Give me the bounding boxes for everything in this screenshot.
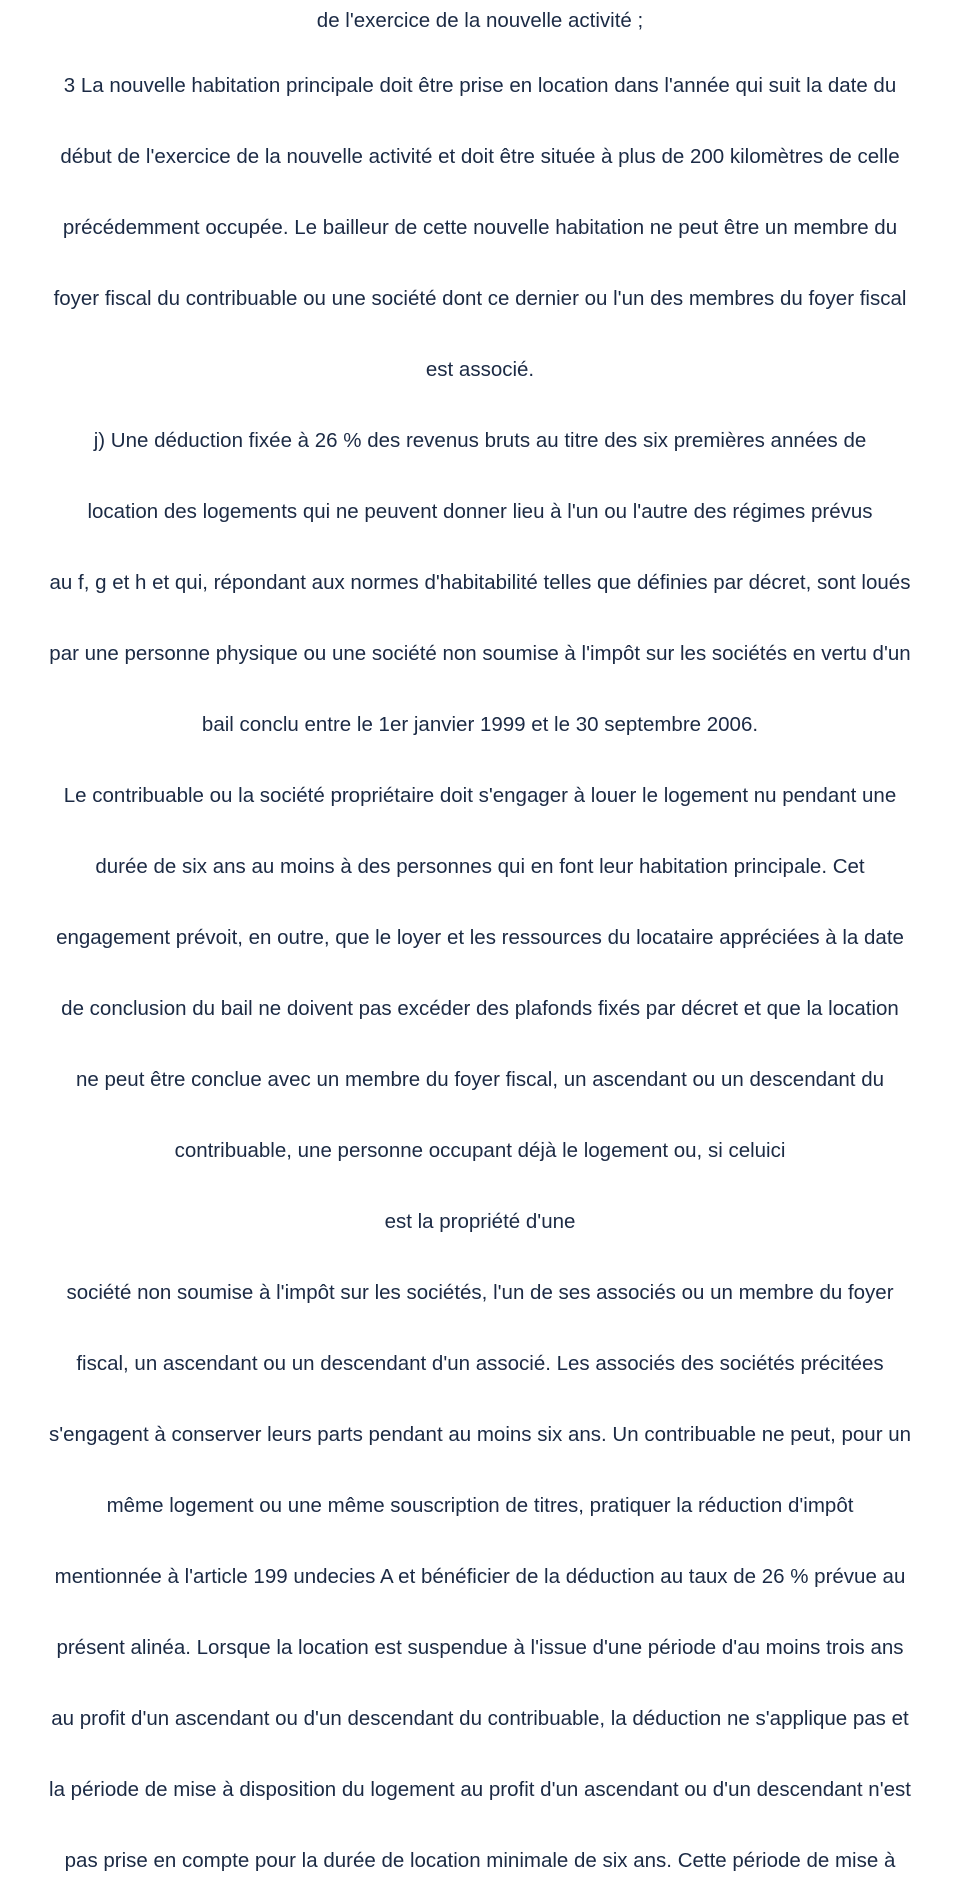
text-line: location des logements qui ne peuvent donner lieu à l'un ou l'autre des régimes prévus xyxy=(87,500,873,523)
text-line: de l'exercice de la nouvelle activité ; xyxy=(316,9,644,32)
text-line: foyer fiscal du contribuable ou une société dont ce dernier ou l'un des membres du foyer fiscal xyxy=(53,287,907,310)
text-line: au profit d'un ascendant ou d'un descendant du contribuable, la déduction ne s'applique pas et xyxy=(51,1707,909,1730)
text-line: Le contribuable ou la société propriétaire doit s'engager à louer le logement nu pendant une xyxy=(63,784,897,807)
text-line: s'engagent à conserver leurs parts pendant au moins six ans. Un contribuable ne peut, pour un xyxy=(48,1423,912,1446)
text-line: présent alinéa. Lorsque la location est suspendue à l'issue d'une période d'au moins trois ans xyxy=(56,1636,904,1659)
text-line: engagement prévoit, en outre, que le loyer et les ressources du locataire appréciées à la date xyxy=(56,926,904,949)
text-line: de conclusion du bail ne doivent pas excéder des plafonds fixés par décret et que la location xyxy=(61,997,899,1020)
text-line: j) Une déduction fixée à 26 % des revenus bruts au titre des six premières années de xyxy=(93,429,867,452)
text-line: même logement ou une même souscription de titres, pratiquer la réduction d'impôt xyxy=(106,1494,854,1517)
text-line: ne peut être conclue avec un membre du foyer fiscal, un ascendant ou un descendant du xyxy=(76,1068,884,1091)
text-line: est la propriété d'une xyxy=(384,1210,576,1233)
text-line: 3 La nouvelle habitation principale doit être prise en location dans l'année qui suit la date du xyxy=(63,74,897,97)
text-line: au f, g et h et qui, répondant aux normes d'habitabilité telles que définies par décret, sont loués xyxy=(49,571,911,594)
text-line: précédemment occupée. Le bailleur de cette nouvelle habitation ne peut être un membre du xyxy=(62,216,898,239)
text-line: début de l'exercice de la nouvelle activité et doit être située à plus de 200 kilomètres de celle xyxy=(60,145,900,168)
text-line: contribuable, une personne occupant déjà le logement ou, si celuici xyxy=(174,1139,786,1162)
text-line: pas prise en compte pour la durée de location minimale de six ans. Cette période de mise à xyxy=(64,1849,896,1872)
text-line: mentionnée à l'article 199 undecies A et bénéficier de la déduction au taux de 26 % prévue au xyxy=(54,1565,906,1588)
text-line: la période de mise à disposition du logement au profit d'un ascendant ou d'un descendant n'est xyxy=(49,1778,911,1801)
text-line: société non soumise à l'impôt sur les sociétés, l'un de ses associés ou un membre du foyer xyxy=(66,1281,894,1304)
text-line: fiscal, un ascendant ou un descendant d'un associé. Les associés des sociétés précitées xyxy=(76,1352,884,1375)
text-line: durée de six ans au moins à des personnes qui en font leur habitation principale. Cet xyxy=(95,855,865,878)
text-line: par une personne physique ou une société non soumise à l'impôt sur les sociétés en vertu d'un xyxy=(49,642,911,665)
text-line: bail conclu entre le 1er janvier 1999 et le 30 septembre 2006. xyxy=(201,713,759,736)
text-line: est associé. xyxy=(425,358,535,381)
